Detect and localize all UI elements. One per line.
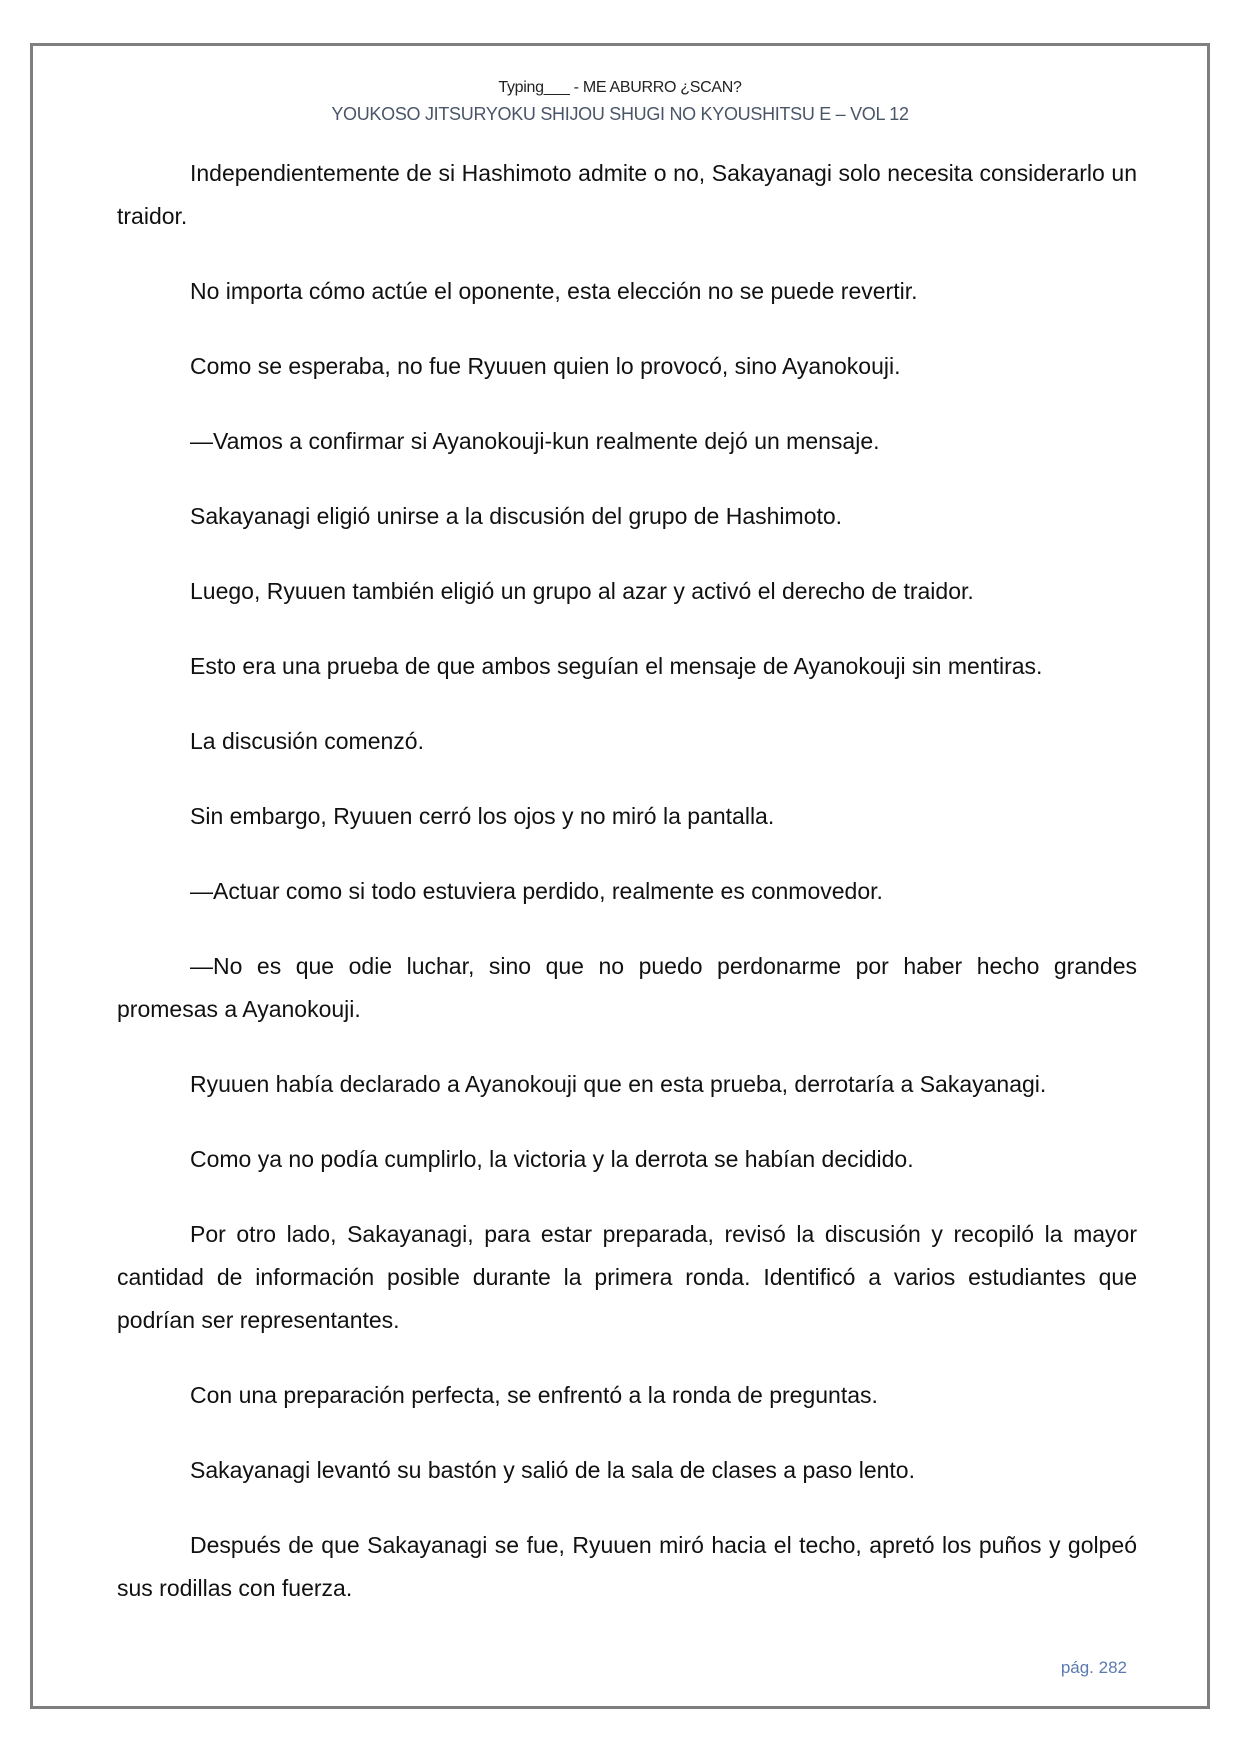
document-page <box>30 43 1210 1709</box>
header-credits: Typing___ - ME ABURRO ¿SCAN? <box>498 79 742 96</box>
paragraph: Como ya no podía cumplirlo, la victoria y la derrota se habían decidido. <box>190 1146 914 1172</box>
page-body <box>117 152 1137 1642</box>
paragraph: No importa cómo actúe el oponente, esta elección no se puede revertir. <box>190 278 918 304</box>
paragraph: Ryuuen había declarado a Ayanokouji que en esta prueba, derrotaría a Sakayanagi. <box>190 1071 1047 1097</box>
paragraph: Después de que Sakayanagi se fue, Ryuuen miró hacia el techo, apretó los puños y golpeó sus rodillas con fuerza. <box>117 1532 1137 1601</box>
paragraph: Sakayanagi eligió unirse a la discusión del grupo de Hashimoto. <box>190 503 843 529</box>
paragraph: Sakayanagi levantó su bastón y salió de la sala de clases a paso lento. <box>190 1457 915 1483</box>
paragraph: La discusión comenzó. <box>190 728 424 754</box>
paragraph: —No es que odie luchar, sino que no puedo perdonarme por haber hecho grandes promesas a Ayanokouji. <box>117 953 1137 1022</box>
paragraph: Por otro lado, Sakayanagi, para estar preparada, revisó la discusión y recopiló la mayor cantidad de información posible durante la primera ronda. Identificó a varios estudiantes que podrían ser representantes. <box>117 1221 1137 1333</box>
paragraph: Esto era una prueba de que ambos seguían el mensaje de Ayanokouji sin mentiras. <box>190 653 1043 679</box>
paragraph: Sin embargo, Ryuuen cerró los ojos y no miró la pantalla. <box>190 803 775 829</box>
paragraph: —Actuar como si todo estuviera perdido, realmente es conmovedor. <box>190 878 883 904</box>
paragraph: Con una preparación perfecta, se enfrentó a la ronda de preguntas. <box>190 1382 878 1408</box>
paragraph: Luego, Ryuuen también eligió un grupo al azar y activó el derecho de traidor. <box>190 578 974 604</box>
page-number: pág. 282 <box>1060 1658 1127 1677</box>
header-title: YOUKOSO JITSURYOKU SHIJOU SHUGI NO KYOUSHITSU E – VOL 12 <box>331 104 909 124</box>
paragraph: —Vamos a confirmar si Ayanokouji-kun realmente dejó un mensaje. <box>190 428 880 454</box>
paragraph: Independientemente de si Hashimoto admite o no, Sakayanagi solo necesita considerarlo un traidor. <box>117 160 1137 229</box>
paragraph: Como se esperaba, no fue Ryuuen quien lo provocó, sino Ayanokouji. <box>190 353 901 379</box>
